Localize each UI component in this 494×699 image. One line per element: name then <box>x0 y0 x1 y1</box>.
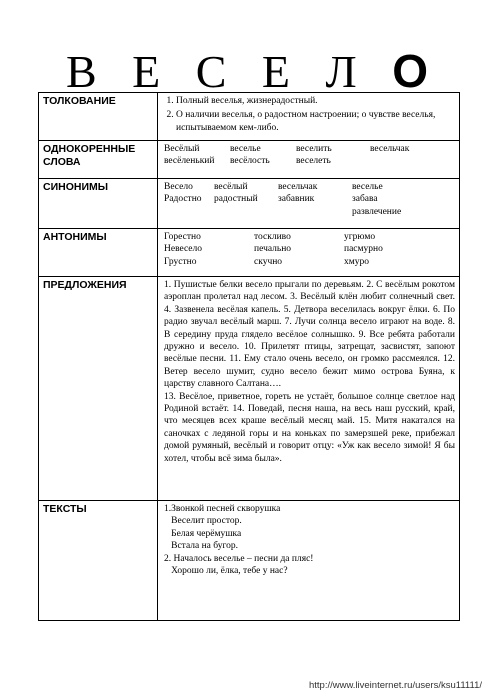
word: скучно <box>254 256 283 267</box>
row-label: ТОЛКОВАНИЕ <box>39 93 158 141</box>
row-content <box>158 501 460 621</box>
row-content <box>158 277 460 501</box>
word: Невесело <box>164 244 202 255</box>
row-content <box>158 229 460 277</box>
word: радостный <box>214 194 258 205</box>
word: хмуро <box>344 256 370 267</box>
row-content <box>158 179 460 229</box>
word <box>370 155 455 167</box>
word: веселье <box>230 144 261 154</box>
word: весёлый <box>214 182 248 192</box>
text-line: Веселит простор. <box>164 516 242 527</box>
text-line: 2. Началось веселье – песни да пляс! <box>164 553 314 564</box>
word: печально <box>254 244 292 255</box>
word <box>278 206 348 218</box>
row-teksty <box>39 501 460 621</box>
word: Весёлый <box>164 144 200 154</box>
word <box>214 206 274 218</box>
word: Весело <box>164 182 193 192</box>
text-line: 1.Звонкой песней скворушка <box>164 504 281 514</box>
word: развлечение <box>352 206 402 217</box>
title-last-letter: О <box>392 45 429 97</box>
word: Горестно <box>164 232 201 242</box>
row-antonimy <box>39 229 460 277</box>
row-odnokorennye <box>39 141 460 179</box>
row-label: АНТОНИМЫ <box>39 229 158 277</box>
word: весельчак <box>278 182 318 192</box>
word: Грустно <box>164 256 197 267</box>
row-label: ОДНОКОРЕННЫЕ СЛОВА <box>39 141 158 179</box>
word: забавник <box>278 194 315 205</box>
word: забава <box>352 194 378 205</box>
row-sinonimy <box>39 179 460 229</box>
word: веселье <box>352 182 383 192</box>
word: весельчак <box>370 144 410 154</box>
word: пасмурно <box>344 244 383 255</box>
sentences-paragraph: 1. Пушистые белки весело прыгали по деревьям. 2. С весёлым рокотом аэроплан пролетал над лесом. 3. Весёлый клён любит солнечный свет. 4. Зазвенела весёлая капель. 5. Детвора веселилась вокруг ёлки. 6. По радио звучал весёлый марш. 7. Лучи солнца весело играют на воде. 8. В середину пруда глядело весёлое солнышко. 9. Все ребята работали дружно и весело. 10. Прилетят птицы, затрещат, засвистят, запоют весёлые песни. 11. Ему стало очень весело, он громко рассмеялся. 12. Ветер весело шумит, судно весело бежит мимо острова Буяна, к царству славного Салтана…. <box>164 280 455 390</box>
row-content <box>158 141 460 179</box>
meaning-item: 1. Полный веселья, жизнерадостный. <box>176 95 455 107</box>
word: весёленький <box>164 156 215 167</box>
word: веселить <box>296 144 332 154</box>
text-line: Хорошо ли, ёлка, тебе у нас? <box>164 566 288 577</box>
word: веселеть <box>296 156 331 167</box>
row-tolkovanie <box>39 93 460 141</box>
row-label: ТЕКСТЫ <box>39 501 158 621</box>
word: весёлость <box>230 156 270 167</box>
row-content <box>158 93 460 141</box>
word: угрюмо <box>344 232 376 242</box>
word: Радостно <box>164 194 202 205</box>
source-url: http://www.liveinternet.ru/users/ksu11111/ <box>308 680 482 691</box>
row-predlozheniya <box>39 277 460 501</box>
word-table <box>38 92 460 621</box>
text-line: Встала на бугор. <box>164 541 239 552</box>
row-label: СИНОНИМЫ <box>39 179 158 229</box>
sentences-paragraph: 13. Весёлое, приветное, гореть не устаёт, большое солнце светлое над Родиной встаёт. 14. Поведай, песня наша, на весь наш русский, край, что месяцев всех краше весёлый месяц май. 15. Митя накатался на саночках с ледяной горы и на коньках по замерзшей реке, прибежал домой румяный, весёлый и говорит отцу: «Уж как весело зимой! Я бы хотел, чтобы всё зима была». <box>164 391 455 464</box>
page-title <box>0 46 494 97</box>
text-line: Белая черёмушка <box>164 528 242 539</box>
title-text: В Е С Е Л <box>65 46 369 97</box>
word: тоскливо <box>254 232 291 242</box>
meaning-item: 2. О наличии веселья, о радостном настроении; о чувстве веселья, испытываемом кем-либо. <box>176 109 455 134</box>
row-label: ПРЕДЛОЖЕНИЯ <box>39 277 158 501</box>
word <box>164 206 210 218</box>
